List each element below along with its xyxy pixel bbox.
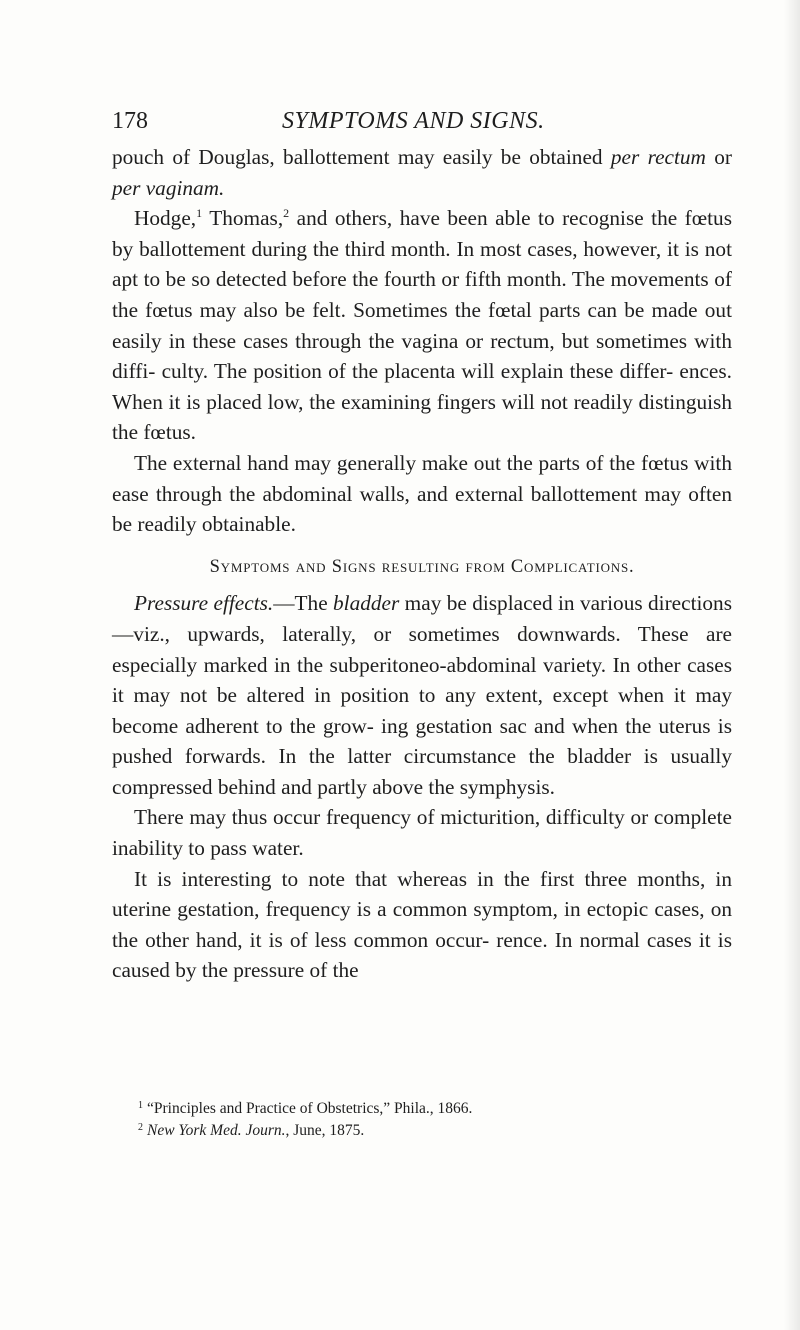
page-number: 178 [112, 108, 148, 134]
footnote-ref-2: 2 [283, 206, 290, 221]
paragraph-1 [112, 142, 732, 203]
paragraph-3: The external hand may generally make out the parts of the fœtus with ease through the abdominal walls, and external ballottement may often be readily obtainable. [112, 450, 732, 537]
running-head [112, 108, 732, 138]
paragraph-5: There may thus occur frequency of micturition, difficulty or complete inability to pass water. [112, 805, 732, 861]
italic-run: bladder [333, 591, 400, 616]
footnote-2 [138, 1118, 738, 1140]
footnote-ref-1: 1 [196, 206, 203, 221]
text-run: Thomas, [202, 206, 284, 231]
footnote-text: , June, 1875. [285, 1122, 365, 1139]
page-title: SYMPTOMS AND SIGNS. [282, 108, 545, 134]
italic-run: Pressure effects. [134, 591, 274, 616]
footnote-mark: 1 [138, 1100, 143, 1111]
paragraph-6: It is interesting to note that whereas in the first three months, in uterine gestation, frequency is a common symptom, in ectopic cases, on the other hand, it is of less common occur- rence. In normal cases it is caused by the pressure of the [112, 866, 732, 983]
italic-run: per rectum [610, 145, 706, 169]
section-heading: Symptoms and Signs resulting from Complications. [209, 556, 635, 577]
italic-run: per vaginam. [112, 175, 225, 200]
text-run: Hodge, [134, 206, 197, 231]
text-run: pouch of Douglas, ballottement may easily be obtained [112, 145, 611, 169]
text-run: or [705, 145, 732, 169]
text-run: —The [273, 591, 334, 616]
footnote-1 [138, 1096, 738, 1118]
footnote-text: “Principles and Practice of Obstetrics,” Phila., 1866. [147, 1100, 473, 1117]
text-run: may be displaced in various directions—viz., upwards, laterally, or sometimes downwards. These are especially marked in the subperitoneo-abdominal variety. In other cases it may not be altered in position to any extent, except when it may become adherent to the grow- ing gestation sac and when the uterus is pushed forwards. In the latter circumstance the bladder is usually compressed behind and partly above the symphysis. [112, 591, 732, 799]
footnote-mark: 2 [138, 1122, 143, 1133]
footnote-italic: New York Med. Journ. [147, 1122, 286, 1139]
body-text [112, 142, 732, 986]
footnotes [138, 1096, 738, 1140]
paragraph-2 [112, 203, 732, 448]
text-run: and others, have been able to recognise the fœtus by ballottement during the third month. In most cases, however, it is not apt to be so detected before the fourth or fifth month. The movements of the fœtus may also be felt. Sometimes the fœtal parts can be made out easily in these cases through the vagina or rectum, but sometimes with diffi- culty. The position of the placenta will explain these differ- ences. When it is placed low, the examining fingers will not readily distinguish the fœtus. [112, 206, 732, 445]
paragraph-4 [112, 588, 732, 802]
page-edge-shadow [784, 0, 800, 1330]
